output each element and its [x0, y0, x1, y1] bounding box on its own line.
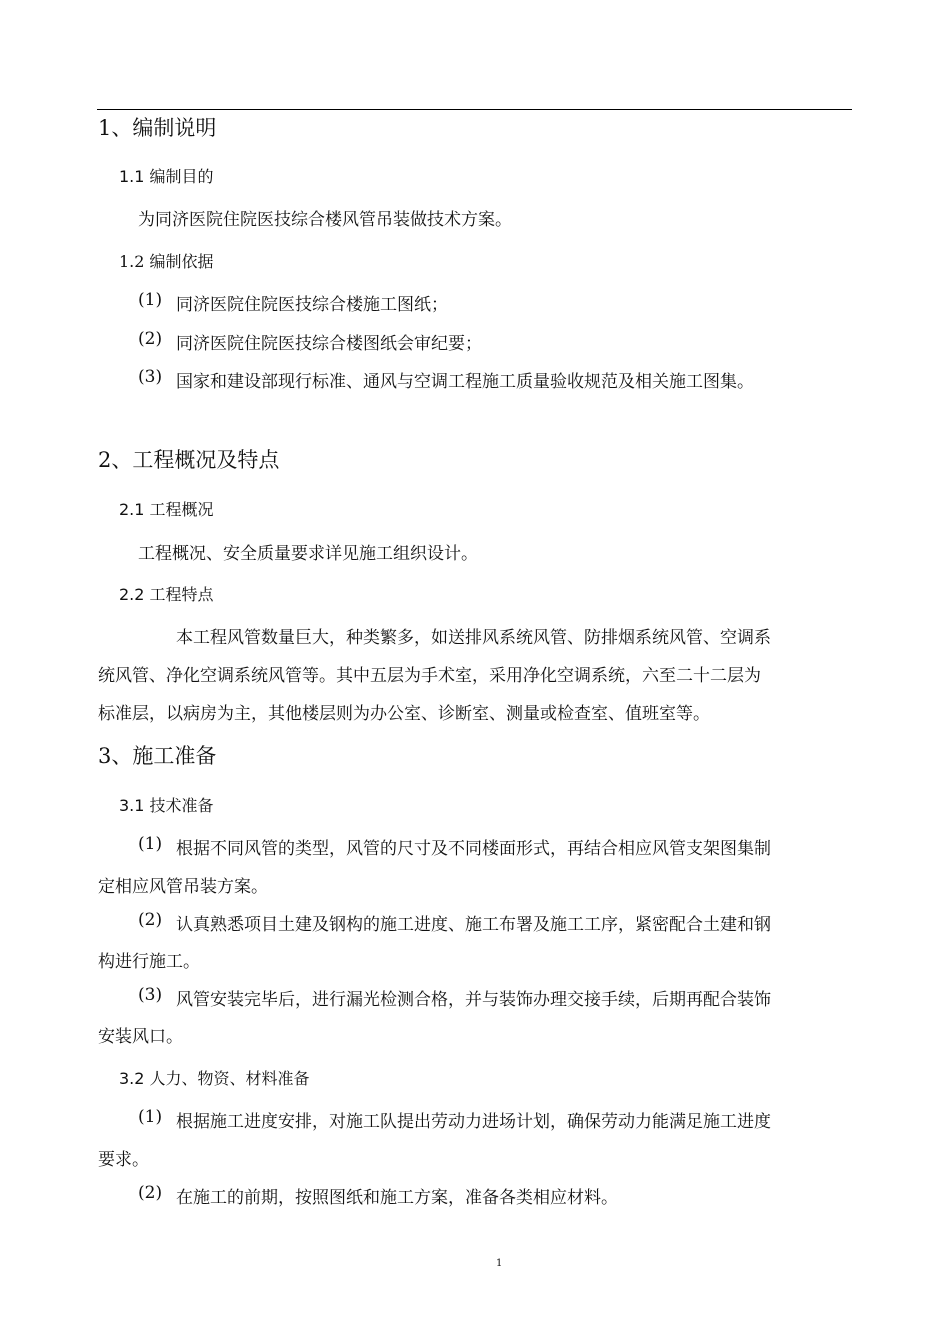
list-number: (1)	[138, 290, 163, 310]
subsection-heading-2-2: 2.2 工程特点	[119, 585, 214, 604]
subsection-heading-3-1: 3.1 技术准备	[119, 796, 214, 815]
page-number: 1	[496, 1258, 503, 1269]
list-number: (2)	[138, 910, 163, 930]
list-item: 认真熟悉项目土建及钢构的施工进度、施工布署及施工工序，紧密配合土建和钢	[176, 915, 771, 935]
list-item: 国家和建设部现行标准、通风与空调工程施工质量验收规范及相关施工图集。	[176, 372, 754, 392]
subsection-heading-1-2: 1.2 编制依据	[119, 252, 214, 271]
paragraph-line: 本工程风管数量巨大，种类繁多，如送排风系统风管、防排烟系统风管、空调系	[176, 628, 771, 648]
list-item-continuation: 安装风口。	[98, 1027, 183, 1047]
list-number: (3)	[138, 985, 163, 1005]
list-number: (1)	[138, 834, 163, 854]
list-number: (2)	[138, 329, 163, 349]
subsection-heading-1-1: 1.1 编制目的	[119, 167, 214, 186]
list-item: 根据施工进度安排，对施工队提出劳动力进场计划，确保劳动力能满足施工进度	[176, 1112, 771, 1132]
list-item: 同济医院住院医技综合楼图纸会审纪要；	[176, 334, 482, 354]
list-item-continuation: 定相应风管吊装方案。	[98, 877, 268, 897]
list-item-continuation: 要求。	[98, 1150, 149, 1170]
list-item: 风管安装完毕后，进行漏光检测合格，并与装饰办理交接手续，后期再配合装饰	[176, 990, 771, 1010]
list-item-continuation: 构进行施工。	[98, 952, 200, 972]
section-heading-2: 2、工程概况及特点	[98, 448, 280, 472]
subsection-heading-3-2: 3.2 人力、物资、材料准备	[119, 1069, 310, 1088]
list-number: (2)	[138, 1183, 163, 1203]
list-item: 同济医院住院医技综合楼施工图纸；	[176, 295, 448, 315]
list-number: (3)	[138, 367, 163, 387]
list-item: 在施工的前期，按照图纸和施工方案，准备各类相应材料。	[176, 1188, 618, 1208]
section-heading-1: 1、编制说明	[98, 116, 217, 140]
header-rule	[97, 109, 852, 110]
list-item: 根据不同风管的类型，风管的尺寸及不同楼面形式，再结合相应风管支架图集制	[176, 839, 771, 859]
section-heading-3: 3、施工准备	[98, 744, 217, 768]
paragraph: 工程概况、安全质量要求详见施工组织设计。	[138, 544, 478, 564]
subsection-heading-2-1: 2.1 工程概况	[119, 500, 214, 519]
list-number: (1)	[138, 1107, 163, 1127]
paragraph-line: 统风管、净化空调系统风管等。其中五层为手术室，采用净化空调系统，六至二十二层为	[98, 666, 761, 686]
paragraph-line: 标准层，以病房为主，其他楼层则为办公室、诊断室、测量或检查室、值班室等。	[98, 704, 710, 724]
paragraph: 为同济医院住院医技综合楼风管吊装做技术方案。	[138, 210, 512, 230]
